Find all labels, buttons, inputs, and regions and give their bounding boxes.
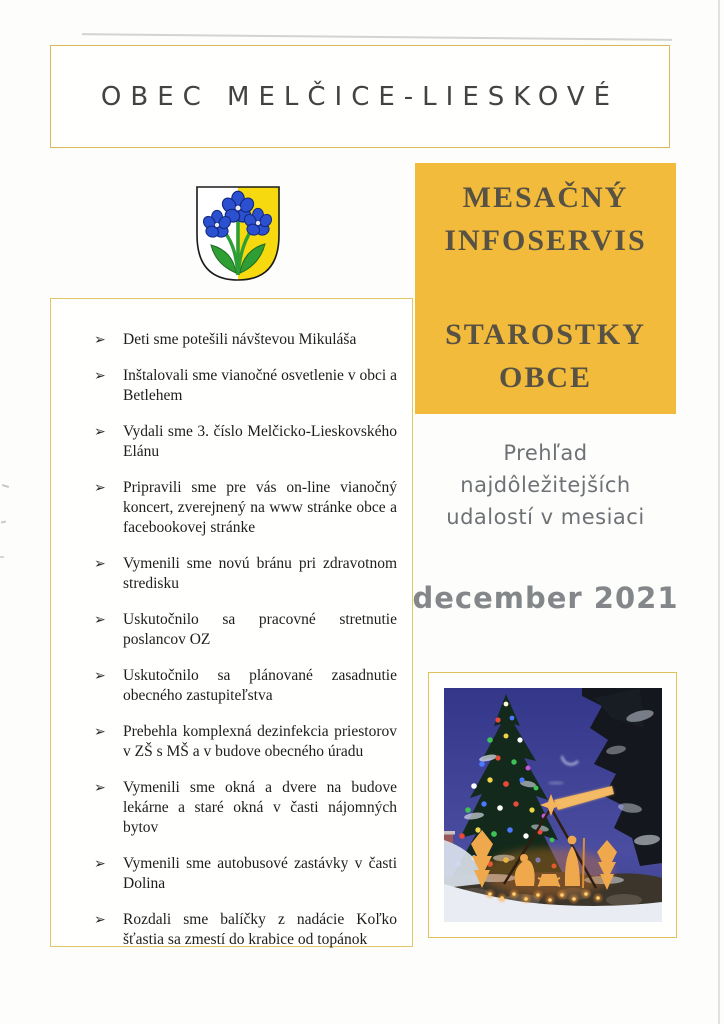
arrow-bullet-icon: ➢	[94, 368, 106, 384]
coat-of-arms-icon	[192, 183, 284, 285]
banner-line: INFOSERVIS	[444, 224, 647, 257]
page-title: OBEC MELČICE-LIESKOVÉ	[100, 81, 620, 112]
header-box	[50, 45, 670, 148]
list-item-text: Vymenili sme okná a dvere na budove lekárne a staré okná v časti nájomných bytov	[123, 779, 397, 836]
arrow-bullet-icon: ➢	[94, 912, 106, 928]
arrow-bullet-icon: ➢	[94, 668, 106, 684]
list-item-text: Vydali sme 3. číslo Melčicko-Lieskovského Elánu	[123, 423, 397, 460]
arrow-bullet-icon: ➢	[94, 612, 106, 628]
banner-line: STAROSTKY	[445, 318, 646, 351]
christmas-nativity-photo	[444, 688, 662, 922]
events-box	[50, 298, 413, 947]
overview-line: udalostí v mesiaci	[446, 505, 645, 529]
list-item-text: Uskutočnilo sa pracovné stretnutie poslancov OZ	[123, 611, 397, 648]
list-item-text: Pripravili sme pre vás on-line vianočný koncert, zverejnený na www stránke obce a facebookovej stránke	[123, 479, 397, 536]
banner-line: MESAČNÝ	[462, 181, 629, 214]
list-item	[94, 478, 397, 538]
list-item	[94, 366, 397, 406]
list-item	[94, 910, 397, 950]
list-item-text: Vymenili sme novú bránu pri zdravotnom stredisku	[123, 555, 397, 592]
scan-artifact-line	[82, 33, 672, 40]
overview-text	[413, 437, 678, 533]
list-item	[94, 778, 397, 838]
overview-line: najdôležitejších	[460, 473, 631, 497]
arrow-bullet-icon: ➢	[94, 332, 106, 348]
scan-artifact-edge	[718, 0, 720, 1024]
list-item	[94, 610, 397, 650]
list-item	[94, 722, 397, 762]
month-label: december 2021	[412, 581, 679, 615]
arrow-bullet-icon: ➢	[94, 424, 106, 440]
scan-artifact-mark	[1, 521, 6, 524]
list-item	[94, 422, 397, 462]
list-item-text: Uskutočnilo sa plánované zasadnutie obecného zastupiteľstva	[123, 667, 397, 704]
list-item	[94, 330, 397, 350]
overview-line: Prehľad	[503, 441, 588, 465]
banner-line: OBCE	[498, 361, 593, 394]
arrow-bullet-icon: ➢	[94, 856, 106, 872]
arrow-bullet-icon: ➢	[94, 724, 106, 740]
list-item-text: Inštalovali sme vianočné osvetlenie v obci a Betlehem	[123, 367, 397, 404]
arrow-bullet-icon: ➢	[94, 480, 106, 496]
photo-frame	[428, 672, 677, 938]
scan-artifact-mark	[2, 484, 9, 488]
events-list	[51, 299, 412, 950]
infoservis-banner	[415, 163, 676, 414]
list-item	[94, 554, 397, 594]
list-item-text: Rozdali sme balíčky z nadácie Koľko šťastia sa zmestí do krabice od topánok	[123, 911, 397, 948]
list-item-text: Deti sme potešili návštevou Mikuláša	[123, 331, 357, 348]
list-item	[94, 666, 397, 706]
arrow-bullet-icon: ➢	[94, 556, 106, 572]
scan-artifact-mark	[0, 556, 4, 558]
banner-spacer	[415, 262, 676, 313]
list-item	[94, 854, 397, 894]
list-item-text: Vymenili sme autobusové zastávky v časti Dolina	[123, 855, 397, 892]
arrow-bullet-icon: ➢	[94, 780, 106, 796]
list-item-text: Prebehla komplexná dezinfekcia priestorov v ZŠ s MŠ a v budove obecného úradu	[123, 723, 397, 760]
